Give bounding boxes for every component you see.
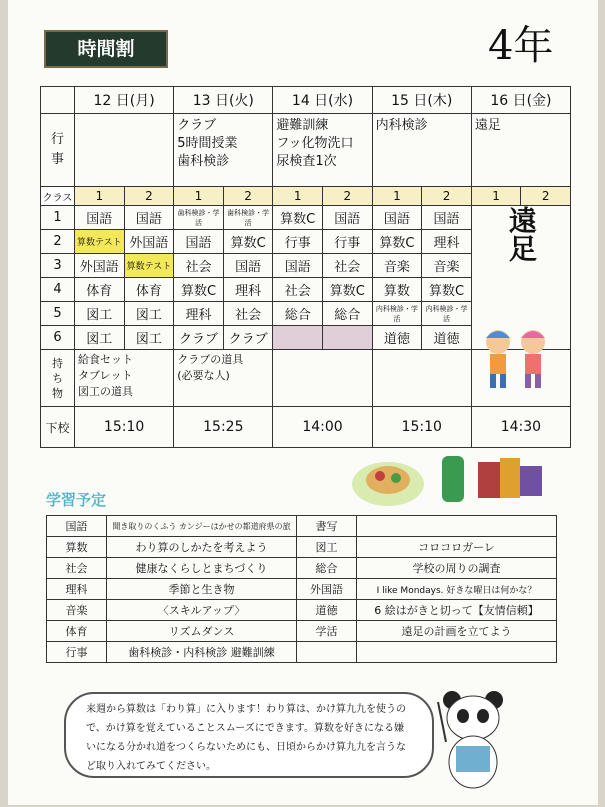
lesson-cell: 総合 [323,302,373,326]
lesson-cell: 社会 [174,254,224,278]
lesson-cell: 理科 [223,278,273,302]
class-num: 1 [75,187,125,206]
lesson-cell: 歯科検診・学活 [174,206,224,230]
subject-plan: 歯科検診・内科検診 避難訓練 [107,642,297,663]
hiking-kids-illustration [478,322,556,390]
lesson-cell: 外国語 [124,230,174,254]
study-plan-table [46,515,557,663]
subject: 学活 [297,621,357,642]
lesson-cell: クラブ [223,326,273,350]
grade-label: 4年 [488,23,554,69]
event-cell: 避難訓練 フッ化物洗口 尿検査1次 [273,114,372,187]
subject: 音楽 [47,600,107,621]
lesson-cell: 体育 [75,278,125,302]
lesson-cell: 算数C [372,230,422,254]
subject-plan: 遠足の計画を立てよう [357,621,557,642]
lesson-cell: 音楽 [372,254,422,278]
study-plan-title: 学習予定 [46,491,107,509]
page-title: 時間割 [44,30,168,68]
lesson-cell: 国語 [323,206,373,230]
class-num: 2 [223,187,273,206]
subject: 算数 [47,537,107,558]
ensoku-label: 遠足 [504,206,538,262]
event-cell: 内科検診 [372,114,471,187]
subject-plan: 健康なくらしとまちづくり [107,558,297,579]
period-num: 6 [41,326,75,350]
lesson-cell: 理科 [174,302,224,326]
lesson-cell [273,326,323,350]
belongings-cell: 給食セット タブレット 図工の道具 [75,350,174,407]
lesson-cell: 社会 [223,302,273,326]
lesson-cell: 国語 [223,254,273,278]
day-header: 13 日(火) [174,87,273,114]
period-num: 5 [41,302,75,326]
panda-teacher-illustration [432,682,522,792]
teacher-note: 来週から算数は「わり算」に入ります！わり算は、かけ算九九を使うので、かけ算を覚えていることスムーズにできます。算数を好きになる嫌いになる分かれ道をつくらないためにも、日頃からかけ算九九を言うなど取り入れてみてください。 [64,692,434,778]
lesson-cell: 図工 [124,302,174,326]
class-num: 2 [521,187,571,206]
class-num: 1 [273,187,323,206]
lesson-cell: 図工 [75,326,125,350]
lesson-cell: 行事 [273,230,323,254]
lesson-cell: 算数C [422,278,472,302]
subject: 社会 [47,558,107,579]
lesson-cell: 音楽 [422,254,472,278]
subject-plan: 季節と生き物 [107,579,297,600]
subject-plan: コロコロガーレ [357,537,557,558]
period-num: 4 [41,278,75,302]
subject: 外国語 [297,579,357,600]
events-label: 行事 [41,114,75,187]
event-cell: 遠足 [471,114,570,187]
period-num: 2 [41,230,75,254]
class-num: 2 [124,187,174,206]
period-num: 3 [41,254,75,278]
subject: 図工 [297,537,357,558]
lesson-cell: 内科検診・学活 [372,302,422,326]
dismissal-label: 下校 [41,407,75,448]
lesson-cell: 道徳 [372,326,422,350]
belongings-cell [372,350,471,407]
lesson-cell: 行事 [323,230,373,254]
dismissal-time: 15:25 [174,407,273,448]
day-header: 15 日(木) [372,87,471,114]
subject: 総合 [297,558,357,579]
subject: 国語 [47,516,107,537]
lesson-cell: 国語 [75,206,125,230]
class-num: 2 [323,187,373,206]
lesson-cell: 国語 [124,206,174,230]
lesson-cell: 算数 [372,278,422,302]
belongings-cell [273,350,372,407]
subject-plan: 6 絵はがきと切って【友情信頼】 [357,600,557,621]
lesson-cell: 内科検診・学活 [422,302,472,326]
lesson-cell: 総合 [273,302,323,326]
lesson-cell: 算数C [273,206,323,230]
lunch-illustration [350,450,550,510]
subject-plan: I like Mondays. 好きな曜日は何かな？ [357,579,557,600]
lesson-cell: 体育 [124,278,174,302]
lesson-cell: 国語 [372,206,422,230]
event-cell: クラブ 5時間授業 歯科検診 [174,114,273,187]
subject: 理科 [47,579,107,600]
lesson-cell: 算数C [174,278,224,302]
lesson-cell: 国語 [273,254,323,278]
class-num: 2 [422,187,472,206]
subject-plan: 学校の周りの調査 [357,558,557,579]
period-num: 1 [41,206,75,230]
lesson-cell: 道徳 [422,326,472,350]
lesson-cell: 国語 [174,230,224,254]
subject-plan: わり算のしかたを考えよう [107,537,297,558]
dismissal-time: 14:30 [471,407,570,448]
subject: 書写 [297,516,357,537]
class-label: クラス [41,187,75,206]
day-header: 12 日(月) [75,87,174,114]
subject-plan [357,516,557,537]
subject-plan [357,642,557,663]
day-header: 16 日(金) [471,87,570,114]
lesson-cell: 図工 [75,302,125,326]
lesson-cell: 算数C [323,278,373,302]
lesson-cell: 歯科検診・学活 [223,206,273,230]
class-num: 1 [471,187,521,206]
lesson-cell: 理科 [422,230,472,254]
lesson-cell: クラブ [174,326,224,350]
subject: 体育 [47,621,107,642]
subject-plan: リズムダンス [107,621,297,642]
subject-plan: 〈スキルアップ〉 [107,600,297,621]
corner-cell [41,87,75,114]
timetable [40,86,571,448]
subject [297,642,357,663]
class-num: 1 [174,187,224,206]
lesson-cell: 算数テスト [75,230,125,254]
belongings-label: 持ち物 [41,350,75,407]
dismissal-time: 15:10 [75,407,174,448]
subject-plan: 聞き取りのくふう カンジーはかせの都道府県の旅 [107,516,297,537]
lesson-cell: 社会 [273,278,323,302]
subject: 行事 [47,642,107,663]
belongings-cell: クラブの道具 (必要な人) [174,350,273,407]
day-header: 14 日(水) [273,87,372,114]
dismissal-time: 15:10 [372,407,471,448]
dismissal-time: 14:00 [273,407,372,448]
class-num: 1 [372,187,422,206]
lesson-cell: 外国語 [75,254,125,278]
lesson-cell: 社会 [323,254,373,278]
lesson-cell: 算数C [223,230,273,254]
lesson-cell: 図工 [124,326,174,350]
lesson-cell: 国語 [422,206,472,230]
subject: 道徳 [297,600,357,621]
lesson-cell [323,326,373,350]
event-cell [75,114,174,187]
lesson-cell: 算数テスト [124,254,174,278]
